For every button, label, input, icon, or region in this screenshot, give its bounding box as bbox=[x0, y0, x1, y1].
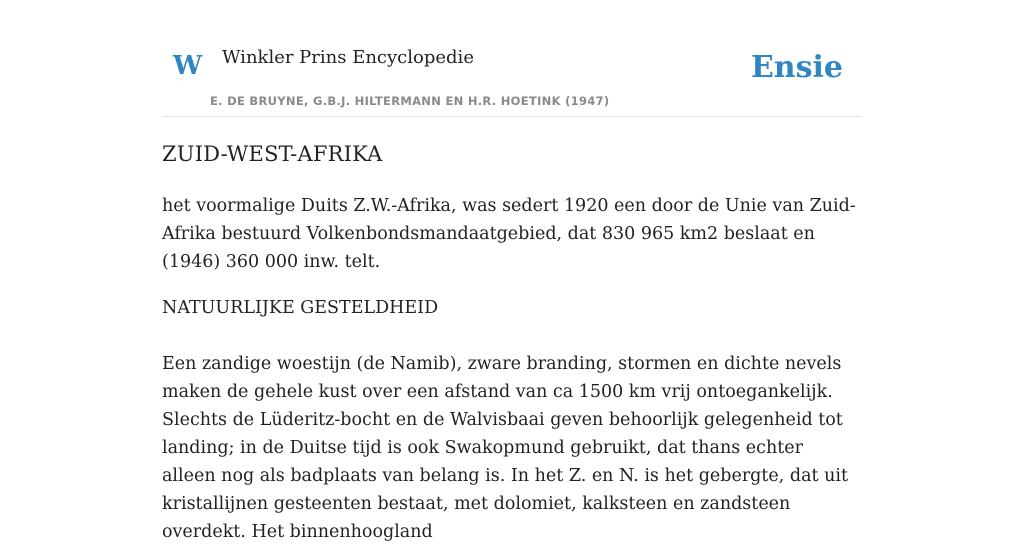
ensie-brand-link[interactable]: Ensie bbox=[750, 50, 843, 85]
article-title: ZUID-WEST-AFRIKA bbox=[162, 142, 383, 166]
book-header bbox=[162, 38, 862, 117]
article-intro: het voormalige Duits Z.W.-Afrika, was sedert 1920 een door de Unie van Zuid-Afrika bestuurd Volkenbondsmandaatgebied, dat 830 965 km2 beslaat en (1946) 360 000 inw. telt. bbox=[162, 196, 856, 272]
article-body: Een zandige woestijn (de Namib), zware branding, stormen en dichte nevels maken de gehele kust over een afstand van ca 1500 km vrij ontoegankelijk. Slechts de Lüderitz-bocht en de Walvisbaai geven behoorlijk gelegenheid tot landing; in de Duitse tijd is ook Swakopmund gebruikt, dat thans echter alleen nog als badplaats van belang is. In het Z. en N. is het gebergte, dat uit kristallijnen gesteenten bestaat, met dolomiet, kalksteen en zandsteen overdekt. Het binnenhoogland bbox=[162, 354, 849, 542]
book-title[interactable]: Winkler Prins Encyclopedie bbox=[222, 47, 474, 68]
winkler-prins-logo-icon[interactable]: W bbox=[173, 51, 203, 81]
book-authors: E. DE BRUYNE, G.B.J. HILTERMANN EN H.R. HOETINK (1947) bbox=[210, 94, 610, 108]
section-heading: NATUURLIJKE GESTELDHEID bbox=[162, 298, 439, 318]
article-content bbox=[162, 138, 862, 546]
